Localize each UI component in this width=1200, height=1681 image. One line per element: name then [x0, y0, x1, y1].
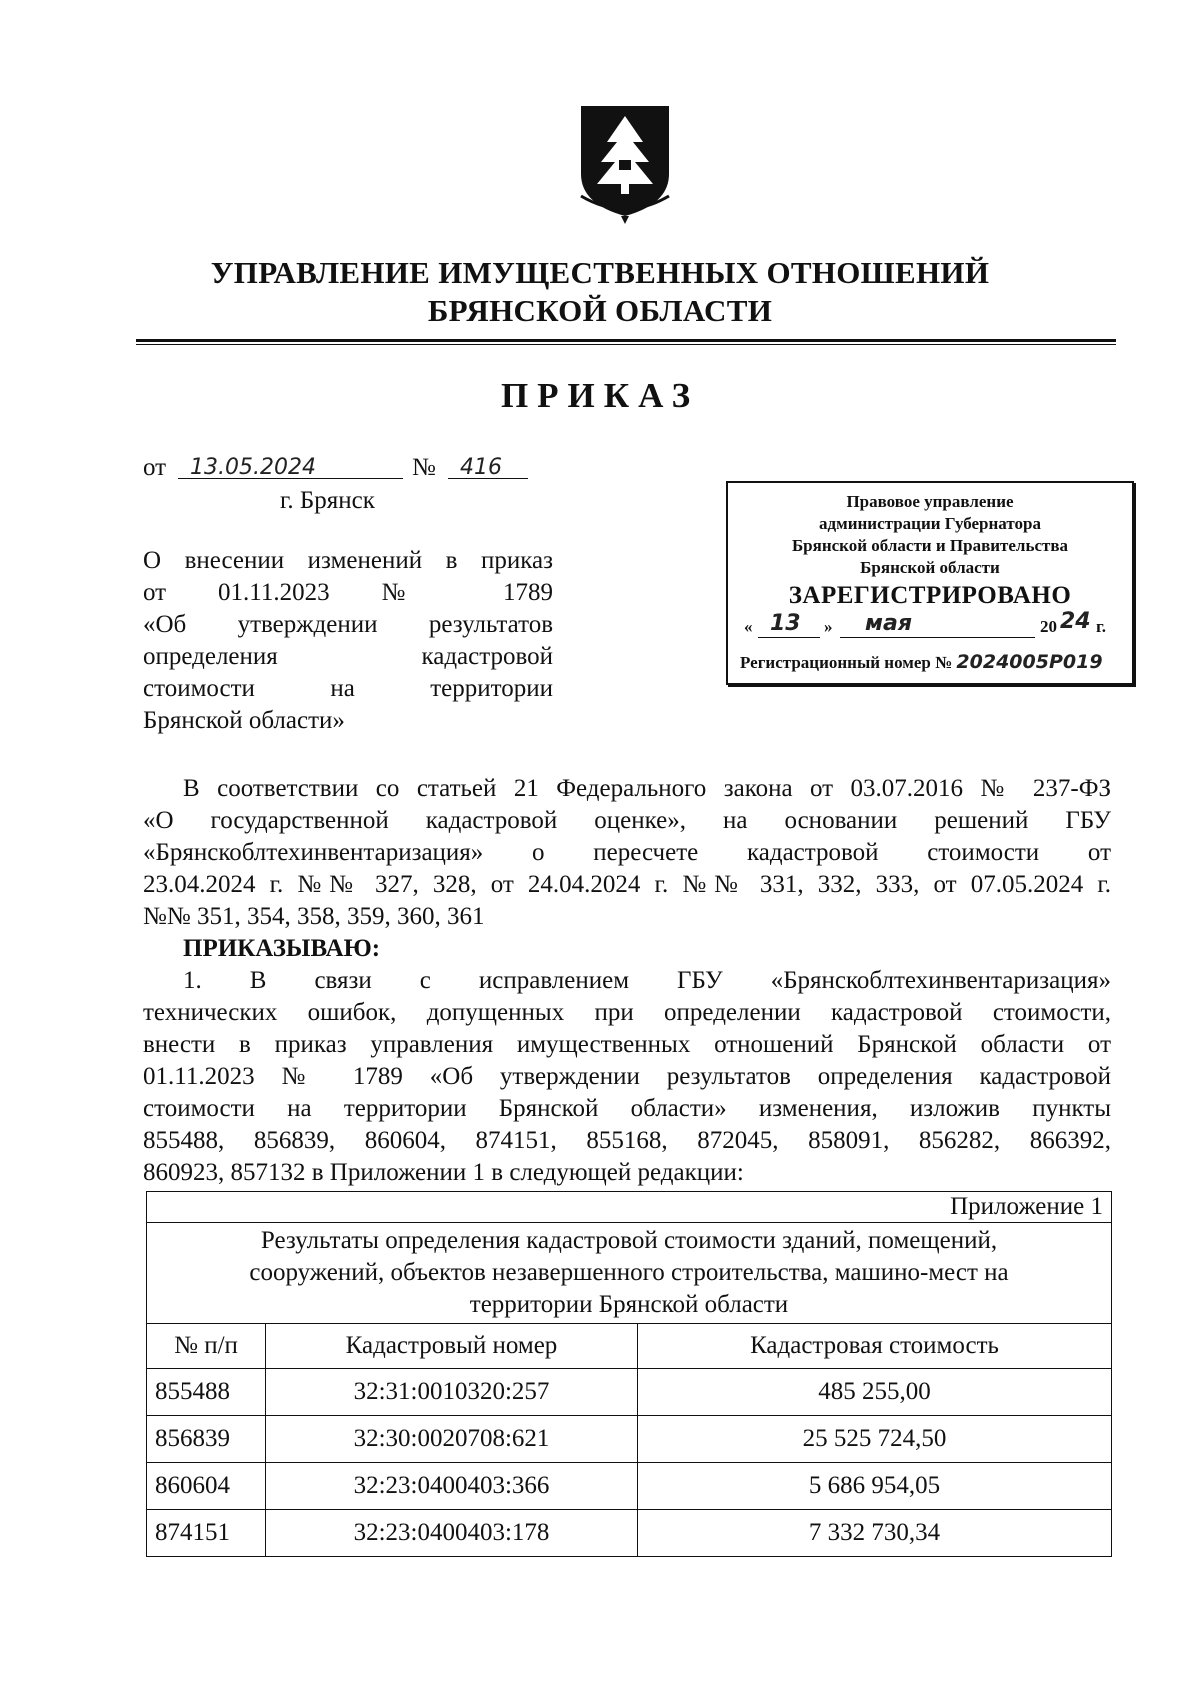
stamp-line: Брянской области и Правительства: [791, 536, 1069, 555]
row-cadastral-number: 32:23:0400403:366: [266, 1463, 638, 1510]
stamp-year-g: г.: [1096, 617, 1107, 636]
subject-line: Брянской области»: [143, 707, 345, 734]
caption-line: территории Брянской области: [469, 1291, 789, 1318]
table-row: [147, 1510, 1112, 1557]
item1-line: внести в приказ управления имущественных отношений Брянской области от: [143, 1031, 1111, 1058]
table-row: [147, 1369, 1112, 1416]
stamp-line: администрации Губернатора: [819, 514, 1041, 533]
row-number: 874151: [147, 1510, 266, 1557]
preamble-line: «Брянскоблтехинвентаризация» о пересчете кадастровой стоимости от: [143, 839, 1111, 866]
caption-line: сооружений, объектов незавершенного строительства, машино-мест на: [249, 1259, 1009, 1286]
preamble-line: №№ 351, 354, 358, 359, 360, 361: [143, 903, 485, 930]
item1-line: стоимости на территории Брянской области» изменения, изложив пункты: [143, 1095, 1111, 1122]
header-cell-cadastral-number: Кадастровый номер: [266, 1324, 638, 1369]
preamble-line: В соответствии со статьей 21 Федерального закона от 03.07.2016 № 237-ФЗ: [183, 775, 1111, 802]
city: г. Брянск: [280, 487, 375, 514]
item1-line: технических ошибок, допущенных при определении кадастровой стоимости,: [143, 999, 1111, 1026]
agency-name-line2: БРЯНСКОЙ ОБЛАСТИ: [427, 293, 773, 328]
stamp-year-prefix: 20: [1040, 617, 1057, 636]
row-number: 856839: [147, 1416, 266, 1463]
order-date: 13.05.2024: [190, 455, 316, 480]
number-underline: [448, 478, 528, 479]
registration-stamp: [726, 481, 1134, 685]
stamp-quote: »: [824, 617, 833, 636]
date-underline: [178, 478, 403, 479]
stamp-registered: ЗАРЕГИСТРИРОВАНО: [788, 582, 1072, 609]
table-row: [147, 1463, 1112, 1510]
table-caption: [147, 1223, 1112, 1324]
table-row: [147, 1416, 1112, 1463]
stamp-reg-label: Регистрационный номер №: [740, 653, 953, 672]
appendix-label: Приложение 1: [147, 1192, 1112, 1223]
item1-line: 1. В связи с исправлением ГБУ «Брянскоблтехинвентаризация»: [183, 967, 1111, 994]
row-cadastral-number: 32:23:0400403:178: [266, 1510, 638, 1557]
row-number: 860604: [147, 1463, 266, 1510]
order-subject: [143, 545, 553, 737]
subject-line: от 01.11.2023 № 1789: [143, 579, 553, 606]
stamp-quote: «: [744, 617, 753, 636]
row-number: 855488: [147, 1369, 266, 1416]
stamp-line: Брянской области: [860, 558, 1000, 577]
row-cadastral-value: 25 525 724,50: [638, 1416, 1112, 1463]
stamp-date-row: [740, 609, 1120, 643]
caption-line: Результаты определения кадастровой стоимости зданий, помещений,: [260, 1227, 998, 1254]
subject-line: стоимости на территории: [143, 675, 553, 702]
header-cell-cadastral-value: Кадастровая стоимость: [638, 1324, 1112, 1369]
table-header-row: [147, 1324, 1112, 1369]
subject-line: определения кадастровой: [143, 643, 553, 670]
item1-line: 860923, 857132 в Приложении 1 в следующей редакции:: [143, 1159, 744, 1186]
stamp-date-day: 13: [770, 611, 801, 636]
stamp-year-suffix: 24: [1060, 609, 1091, 634]
subject-line: «Об утверждении результатов: [143, 611, 553, 638]
agency-name-line1: УПРАВЛЕНИЕ ИМУЩЕСТВЕННЫХ ОТНОШЕНИЙ: [210, 255, 990, 290]
coat-of-arms-emblem: [575, 104, 675, 224]
row-cadastral-value: 5 686 954,05: [638, 1463, 1112, 1510]
preamble: [143, 773, 1111, 1189]
item1-line: 01.11.2023 № 1789 «Об утверждении результатов определения кадастровой: [143, 1063, 1111, 1090]
order-number: 416: [460, 455, 502, 480]
number-prefix: №: [412, 454, 436, 481]
header-divider-thin: [136, 344, 1116, 345]
stamp-month-underline: [840, 637, 1035, 638]
stamp-reg-number: 2024005Р019: [956, 651, 1103, 673]
stamp-date-month: мая: [865, 611, 912, 636]
item1-line: 855488, 856839, 860604, 874151, 855168, 872045, 858091, 856282, 866392,: [143, 1127, 1111, 1154]
preamble-line: 23.04.2024 г. №№ 327, 328, от 24.04.2024 г. №№ 331, 332, 333, от 07.05.2024 г.: [143, 871, 1111, 898]
row-cadastral-value: 7 332 730,34: [638, 1510, 1112, 1557]
preamble-line: «О государственной кадастровой оценке», на основании решений ГБУ: [143, 807, 1111, 834]
stamp-line: Правовое управление: [846, 492, 1014, 511]
header-divider: [136, 339, 1116, 342]
row-cadastral-value: 485 255,00: [638, 1369, 1112, 1416]
date-prefix: от: [143, 454, 167, 481]
document-title: ПРИКАЗ: [500, 376, 700, 415]
row-cadastral-number: 32:30:0020708:621: [266, 1416, 638, 1463]
stamp-regnum-row: [740, 651, 1120, 673]
stamp-day-underline: [758, 637, 820, 638]
row-cadastral-number: 32:31:0010320:257: [266, 1369, 638, 1416]
decree-word: ПРИКАЗЫВАЮ:: [183, 935, 381, 962]
header-cell-number: № п/п: [147, 1324, 266, 1369]
subject-line: О внесении изменений в приказ: [143, 547, 553, 574]
cadastral-results-table: [146, 1191, 1112, 1557]
